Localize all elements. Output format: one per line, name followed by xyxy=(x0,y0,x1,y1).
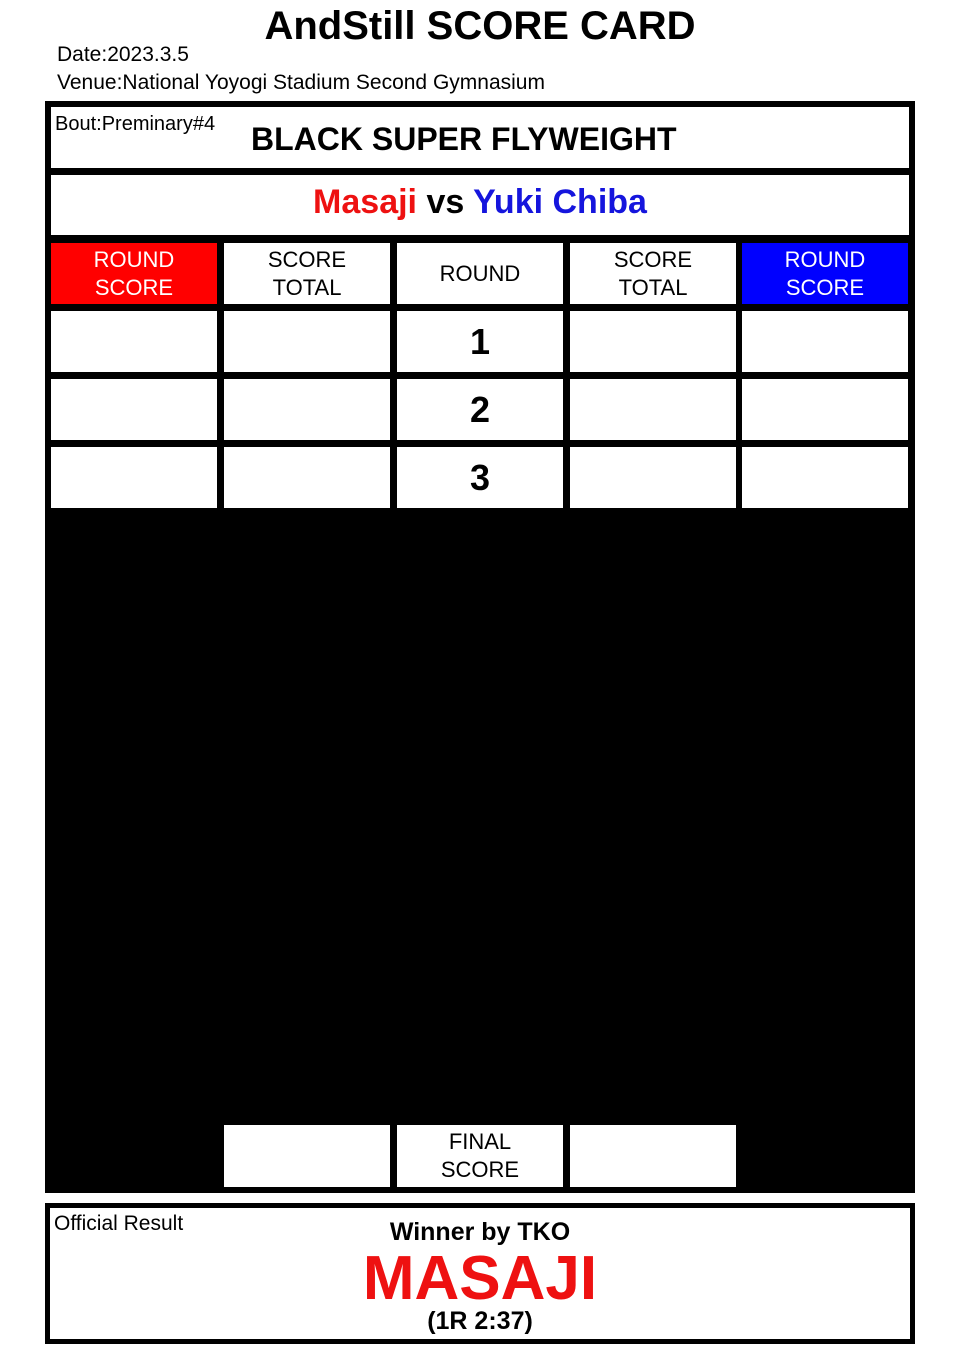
blue-fighter-name: Yuki Chiba xyxy=(473,183,647,221)
fighters-row xyxy=(51,175,909,235)
page-title: AndStill SCORE CARD xyxy=(264,4,696,48)
blue-score-total-cell xyxy=(570,379,736,440)
blue-score-total-header xyxy=(570,243,736,304)
blue-round-score-cell xyxy=(742,447,908,508)
red-score-total-cell xyxy=(224,447,390,508)
final-score-label-text: FINAL SCORE xyxy=(440,1129,520,1182)
score-card xyxy=(45,101,915,1193)
red-round-score-header-label: ROUND SCORE xyxy=(93,246,175,300)
date-label: Date:2023.3.5 xyxy=(57,43,189,66)
result-method: Winner by TKO xyxy=(389,1218,571,1246)
round-number: 2 xyxy=(397,379,563,440)
red-score-total-cell xyxy=(224,311,390,372)
blue-round-score-cell xyxy=(742,379,908,440)
round-header-label: ROUND xyxy=(439,260,521,286)
venue-label: Venue:National Yoyogi Stadium Second Gymnasium xyxy=(57,71,545,94)
round-number: 3 xyxy=(397,447,563,508)
blue-final-score-cell xyxy=(570,1125,736,1187)
blue-round-score-header xyxy=(742,243,908,304)
round-number: 1 xyxy=(397,311,563,372)
official-result-label: Official Result xyxy=(54,1212,184,1235)
red-score-total-header-label: SCORE TOTAL xyxy=(267,246,347,300)
bout-row xyxy=(51,107,909,168)
vs-label: vs xyxy=(426,183,465,221)
blue-score-total-header-label: SCORE TOTAL xyxy=(613,246,693,300)
red-round-score-cell xyxy=(51,379,217,440)
red-round-score-cell xyxy=(51,447,217,508)
red-round-score-cell xyxy=(51,311,217,372)
blue-score-total-cell xyxy=(570,447,736,508)
weight-class: BLACK SUPER FLYWEIGHT xyxy=(251,121,677,157)
red-fighter-name: Masaji xyxy=(313,183,417,221)
blue-round-score-header-label: ROUND SCORE xyxy=(784,246,866,300)
red-score-total-cell xyxy=(224,379,390,440)
red-score-total-header xyxy=(224,243,390,304)
blue-score-total-cell xyxy=(570,311,736,372)
winner-name: MASAJI xyxy=(362,1244,598,1313)
red-round-score-header xyxy=(51,243,217,304)
red-final-score-cell xyxy=(224,1125,390,1187)
final-score-label xyxy=(397,1125,563,1187)
official-result-box xyxy=(45,1203,915,1344)
round-header xyxy=(397,243,563,304)
bout-label: Bout:Preminary#4 xyxy=(55,113,216,135)
result-time: (1R 2:37) xyxy=(427,1307,533,1335)
blue-round-score-cell xyxy=(742,311,908,372)
